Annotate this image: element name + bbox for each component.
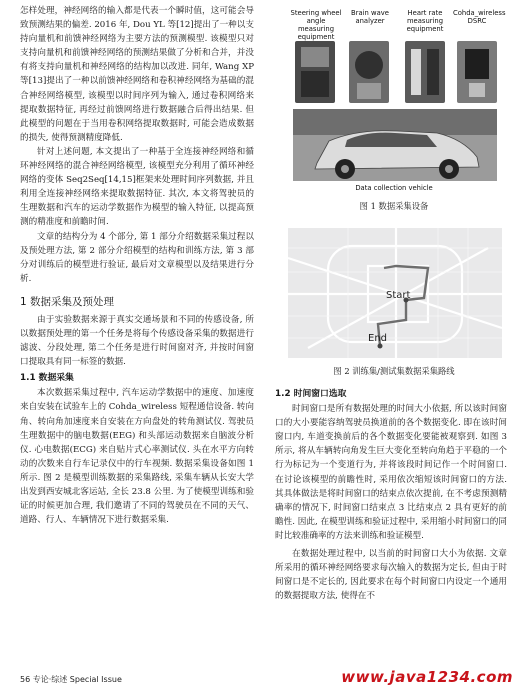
intro-paragraph-3: 文章的结构分为 4 个部分, 第 1 部分介绍数据采集过程以及预处理方法, 第 2 部分介绍模型的结构和训练方法, 第 3 部分对训练后的模型进行验证, 最后对文章模型以及结果进行分析. [20, 231, 254, 284]
subsection-heading-1-2: 1.2 时间窗口选取 [275, 389, 347, 399]
section1-paragraph: 由于实验数据来源于真实交通场景和不同的传感设备, 所以数据预处理的第一个任务是将每个传感设备采集的数据进行滤波、分段处理, 第二个任务是进行时间窗对齐, 并按时间窗口提取具有同一标签的数据. [20, 314, 254, 368]
intro-paragraph-2: 针对上述问题, 本文提出了一种基于全连接神经网络和循环神经网络的混合神经网络模型, 该模型充分利用了循环神经网络的变体 Seq2Seq[14,15]框架来处理时间序列数据, 并且利用全连接神经网络来提取数据特征. 其次, 本文将驾驶员的生理数据和汽车的运动学数据作为模型的输入特征, 以提高预测的精准度和前瞻时间. [20, 146, 254, 228]
label-vehicle: Data collection vehicle [355, 184, 433, 192]
right-column [275, 385, 507, 603]
watermark: www.java1234.com [341, 668, 513, 686]
figure-2-caption: 图 2 训练集/测试集数据采集路线 [333, 366, 455, 376]
end-label: End [368, 333, 388, 344]
left-column [20, 4, 254, 527]
subsection-heading-1-1: 1.1 数据采集 [20, 373, 74, 384]
section1-1-paragraph: 本次数据采集过程中, 汽车运动学数据中的速度、加速度来自安装在试验车上的 Cohda_wireless 短程通信设备. 转向角、转向角加速度来自安装在方向盘处的转角测试仪. 驾驶员生理数据中的脑电数据(EEG) 和头部运动数据来自脑波分析仪. 心电数据(ECG) 来自贴片式心率测试仪. 头在水平方向转动的次数来自行车记录仪中的行车视频. 数据采集设备如图 1 所示. 图 2 是模型训练数据的采集路线, 采集车辆从长安大学出发到西安城北客运站, 全长 23.8 公里. 为了使模型训练和验证的时候更加合理, 我们邀请了不同的驾驶员在不同的天气、道路、行人、车辆情况下进行数据采集. [20, 388, 254, 526]
time-window-paragraph-2: 在数据处理过程中, 以当前的时间窗口大小为依据. 文章所采用的循环神经网络要求每次输入的数据为定长, 但由于时间窗口是不定长的, 因此要求在每个时间窗口内设定一个通用的数据提取方法, 使得在不 [275, 549, 507, 602]
label-cohda-dsrc: Cohda_wireless DSRC [453, 9, 506, 25]
page-footer: 56 专论·综述 Special Issue [20, 675, 122, 684]
start-label: Start [386, 290, 411, 301]
figure-1-caption: 图 1 数据采集设备 [359, 201, 429, 211]
time-window-paragraph-1: 时间窗口是所有数据处理的时间大小依据, 所以该时间窗口的大小要能容纳驾驶员换道前的各个数据变化. 即在该时间窗口内, 车道变换前后的各个数据变化要能被观察到. 如图 3 所示, 将从车辆转向角发生巨大变化至转向角趋于平稳的一个行为标记为一个变道行为, 并将该段时间记作一个时间窗口. 在讨论该模型的前瞻性时, 采用依次缩短该时间窗口的方法. 其具体做法是将时间窗口的结束点依次提前, 在不考虑预测精确率的情况下, 时间窗口结束点 3 比结束点 2 具有更好的前瞻性. 因此, 在模型训练和验证过程中, 采用缩小时间窗口的同时比较准确率的方法来训练和验证模型. [275, 404, 507, 541]
end-marker [378, 344, 383, 349]
intro-paragraph-1: 怎样处理，神经网络的输入都是代表一个瞬时值，这可能会导致预测结果的偏差. 2016 年, Dou YL 等[12]提出了一种以支持向量机和前馈神经网络为主要方法的预测模型. 该模型只对支持向量机和前馈神经网络的预测结果做了分析和合并，并没有将支持向量机和神经网络的结构加以改进. 同年, Wang XP 等[13]提出了一种以前馈神经网络和卷积神经网络为基础的混合神经网络模型, 该模型以时间序列为输入, 通过卷积网络来提取数据特征, 再经过前馈网络进行数据融合后得出结果. 但此模型的问题在于当用卷积网络提取数据时, 可能会造成数据的损失, 使得预测精度降低. [20, 6, 254, 143]
section-heading-1: 1 数据采集及预处理 [20, 295, 115, 308]
label-brain-wave-analyzer: Brain wave analyzer [351, 9, 389, 25]
figure-1 [287, 7, 506, 195]
label-steering-equipment: Steering wheel angle measuring equipment [290, 9, 342, 41]
figure-2-map [288, 228, 502, 358]
label-heart-rate-equipment: Heart rate measuring equipment [406, 9, 444, 33]
